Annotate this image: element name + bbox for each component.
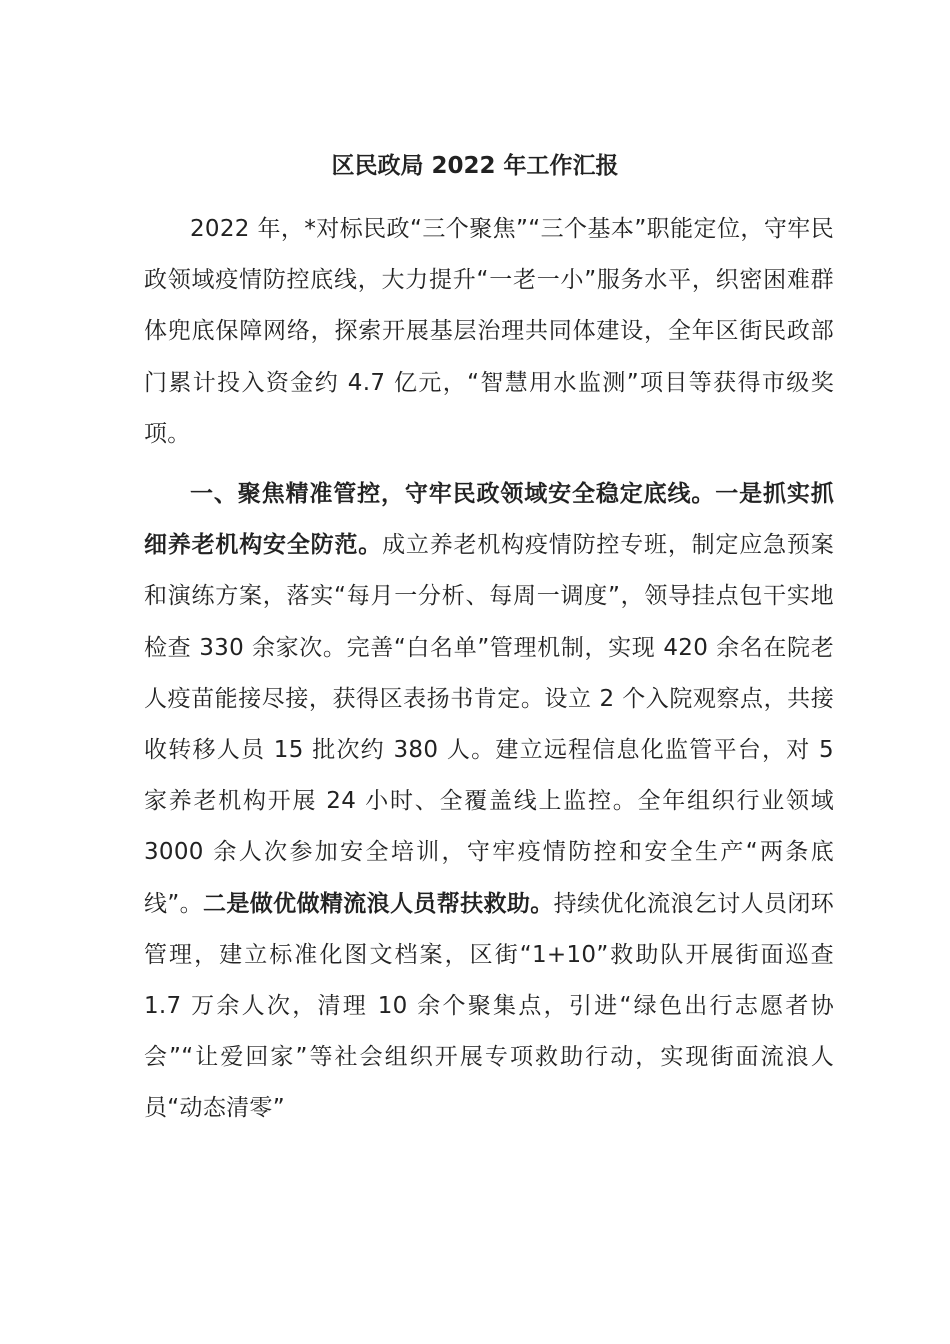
section-one-paragraph xyxy=(144,469,834,1135)
document-title: 区民政局 2022 年工作汇报 xyxy=(331,153,619,179)
item-two-body: 持续优化流浪乞讨人员闭环管理，建立标准化图文档案，区街“1+10”救助队开展街面巡查 1.7 万余人次，清理 10 余个聚集点，引进“绿色出行志愿者协会”“让爱回家”等社会组织开展专项救助行动，实现街面流浪人员“动态清零” xyxy=(144,890,834,1122)
item-one-body: 成立养老机构疫情防控专班，制定应急预案和演练方案，落实“每月一分析、每周一调度”，领导挂点包干实地检查 330 余家次。完善“白名单”管理机制，实现 420 余名在院老人疫苗能接尽接，获得区表扬书肯定。设立 2 个入院观察点，共接收转移人员 15 批次约 380 人。建立远程信息化监管平台，对 5 家养老机构开展 24 小时、全覆盖线上监控。全年组织行业领域 3000 余人次参加安全培训，守牢疫情防控和安全生产“两条底线”。 xyxy=(144,532,835,917)
item-two-title: 二是做优做精流浪人员帮扶救助。 xyxy=(203,890,554,917)
intro-paragraph: 2022 年，*对标民政“三个聚焦”“三个基本”职能定位，守牢民政领域疫情防控底线，大力提升“一老一小”服务水平，织密困难群体兜底保障网络，探索开展基层治理共同体建设，全年区街民政部门累计投入资金约 4.7 亿元，“智慧用水监测”项目等获得市级奖项。 xyxy=(144,216,834,447)
section-one-heading: 一、聚焦精准管控，守牢民政领域安全稳定底线。 xyxy=(190,481,716,507)
item-one-title: 一是抓实抓细养老机构安全防范。 xyxy=(144,481,834,559)
